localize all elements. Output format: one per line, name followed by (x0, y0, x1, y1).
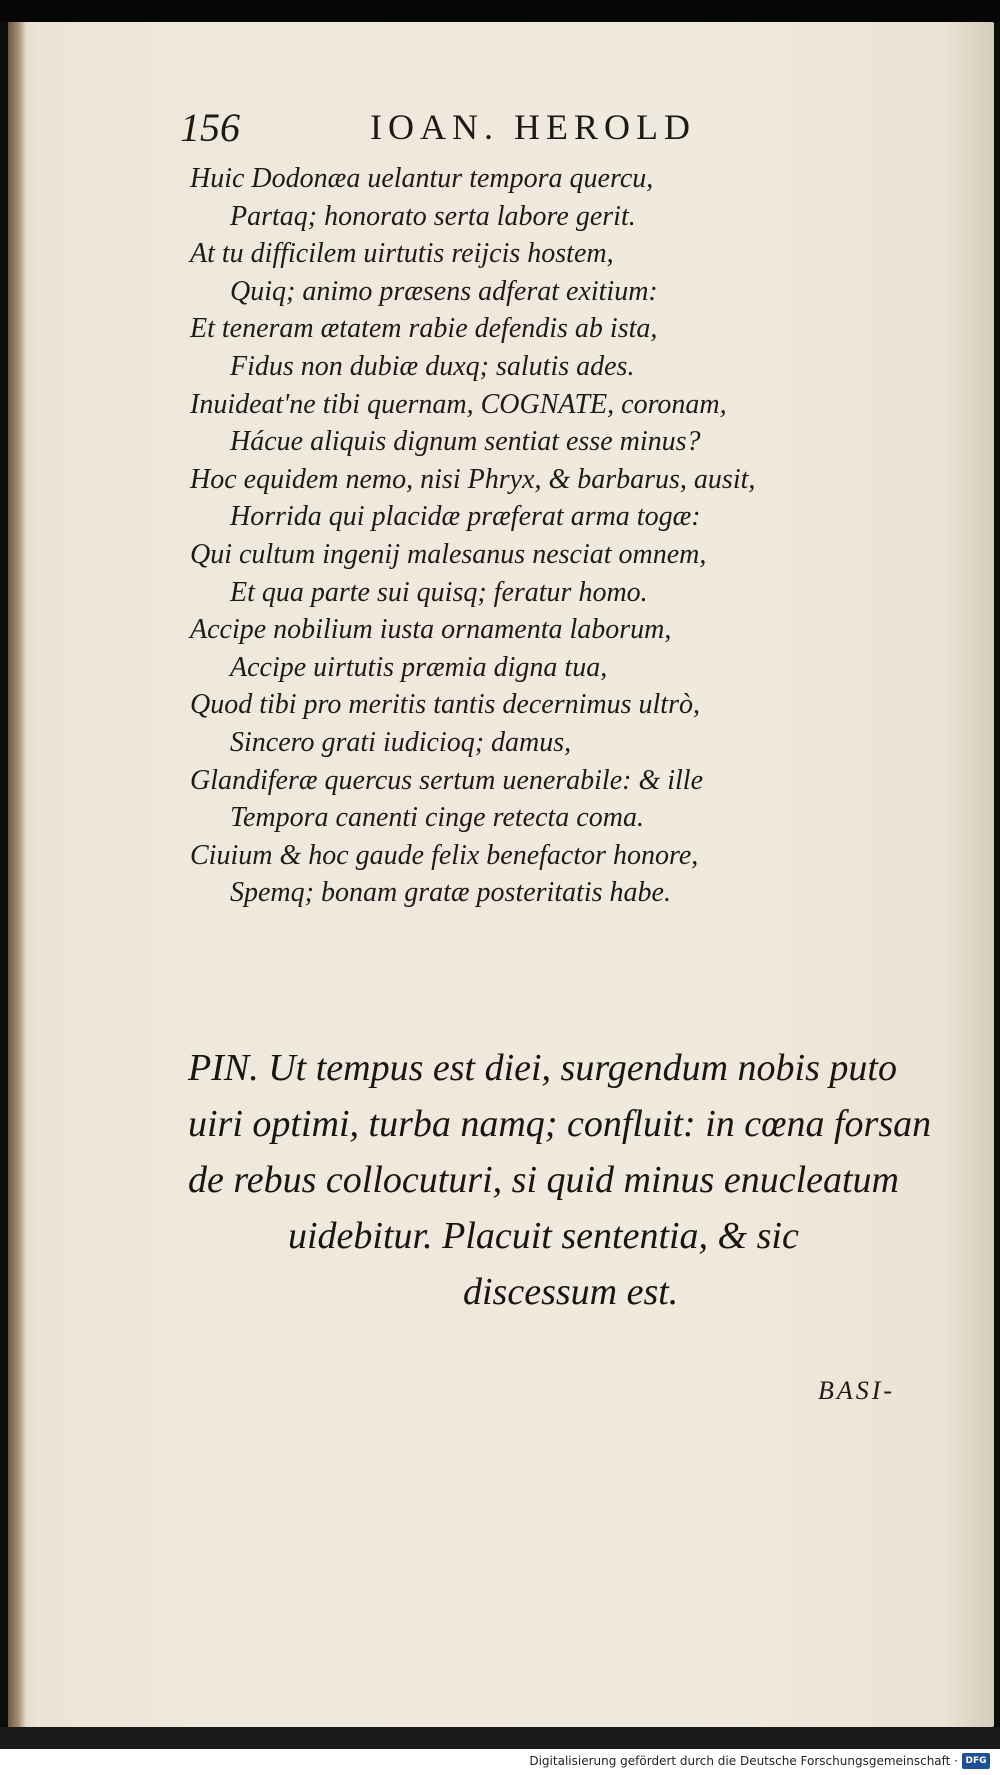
prose-line: uidebitur. Placuit sententia, & sic (288, 1215, 799, 1257)
verse-line: Tempora canenti cinge retecta coma. (230, 802, 644, 834)
verse-line: Glandiferæ quercus sertum uenerabile: & ille (190, 764, 703, 796)
verse-line: Hoc equidem nemo, nisi Phryx, & barbarus, ausit, (190, 463, 756, 495)
running-head: IOAN. HEROLD (370, 107, 696, 147)
top-bar (0, 0, 1000, 22)
verse-line: Fidus non dubiæ duxq; salutis ades. (230, 350, 635, 382)
footer-credit: Digitalisierung gefördert durch die Deutsche Forschungsgemeinschaft · (529, 1754, 958, 1768)
verse-line: Quiq; animo præsens adferat exitium: (230, 275, 658, 307)
verse-line: Hácue aliquis dignum sentiat esse minus? (230, 426, 701, 458)
verse-line: Partaq; honorato serta labore gerit. (230, 200, 636, 232)
verse-line: Spemq; bonam gratæ posteritatis habe. (230, 877, 671, 909)
verse-block (190, 160, 970, 912)
verse-line: Qui cultum ingenij malesanus nesciat omnem, (190, 538, 707, 570)
verse-line: Et teneram ætatem rabie defendis ab ista, (190, 313, 658, 345)
verse-line: At tu difficilem uirtutis reijcis hostem, (190, 238, 614, 270)
verse-line: Accipe nobilium iusta ornamenta laborum, (190, 614, 672, 646)
verse-line: Horrida qui placidæ præferat arma togæ: (230, 501, 701, 533)
bottom-edge (0, 1727, 1000, 1749)
prose-line: uiri optimi, turba namq; confluit: in cœna forsan (188, 1103, 932, 1145)
prose-line: de rebus collocuturi, si quid minus enucleatum (188, 1159, 899, 1201)
prose-line: PIN. Ut tempus est diei, surgendum nobis puto (188, 1047, 897, 1089)
catchword: BASI- (818, 1376, 896, 1405)
dfg-logo: DFG (962, 1753, 990, 1769)
book-spine-shadow (8, 22, 26, 1727)
prose-line: discessum est. (463, 1271, 679, 1313)
verse-line: Et qua parte sui quisq; feratur homo. (230, 576, 648, 608)
verse-line: Inuideat'ne tibi quernam, COGNATE, coronam, (190, 388, 727, 420)
verse-line: Accipe uirtutis præmia digna tua, (230, 651, 608, 683)
prose-block (188, 1040, 950, 1320)
verse-line: Quod tibi pro meritis tantis decernimus ultrò, (190, 689, 700, 721)
verse-line: Huic Dodonæa uelantur tempora quercu, (190, 163, 654, 194)
page-number: 156 (180, 105, 240, 150)
verse-line: Sincero grati iudicioq; damus, (230, 726, 572, 758)
verse-line: Ciuium & hoc gaude felix benefactor honore, (190, 839, 699, 871)
